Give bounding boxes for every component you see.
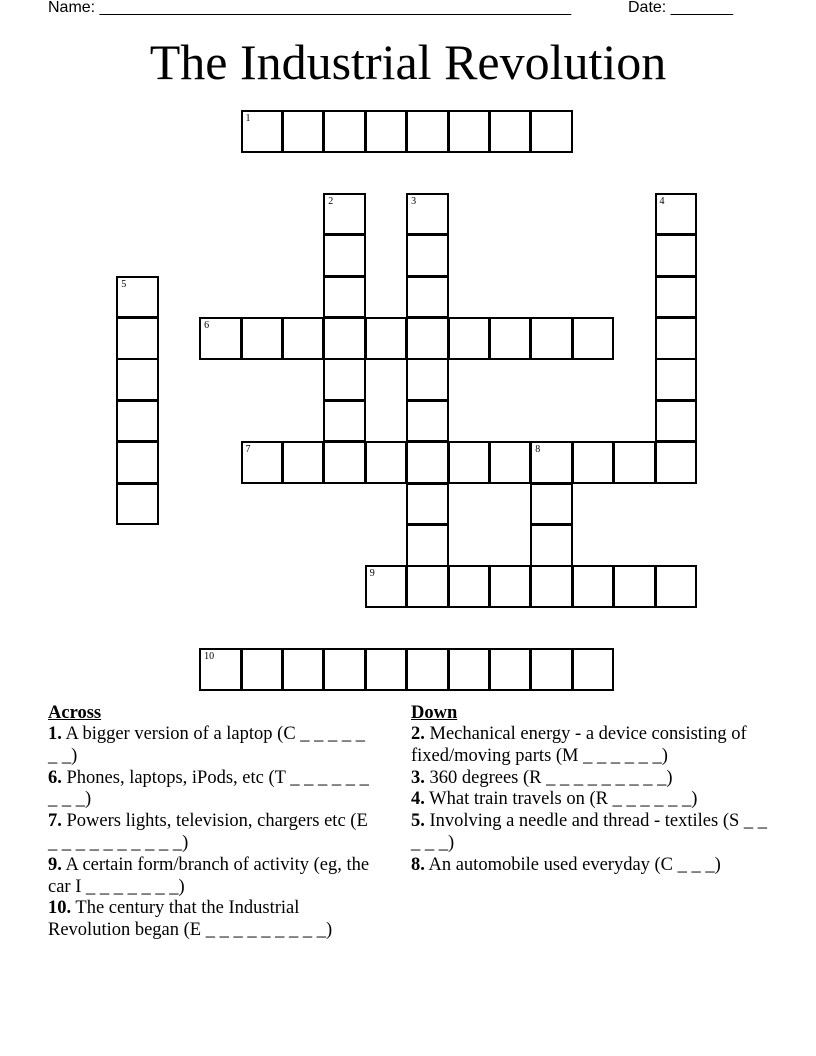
grid-cell[interactable] [530,483,573,526]
clue-number: 1 [245,113,251,124]
grid-cell[interactable] [406,234,449,277]
grid-cell[interactable] [530,565,573,608]
clue-item-number: 8. [411,854,425,875]
grid-cell[interactable] [282,441,325,484]
grid-cell[interactable] [406,317,449,360]
grid-cell[interactable] [448,317,491,360]
clue-item [411,855,771,877]
grid-cell[interactable] [116,317,159,360]
clue-item [48,724,378,768]
clue-item-text: Mechanical energy - a device consisting of fixed/moving parts (M _ _ _ _ _ _) [411,724,747,766]
grid-cell[interactable] [199,317,242,360]
grid-cell[interactable] [406,358,449,401]
name-field-label[interactable]: Name: _____________________________________________________ [48,0,572,16]
clue-number: 4 [659,195,665,207]
grid-cell[interactable] [323,358,366,401]
grid-cell[interactable] [323,317,366,360]
clue-number: 9 [369,568,375,580]
grid-cell[interactable] [448,565,491,608]
grid-cell[interactable] [406,193,449,236]
clue-number: 2 [328,195,334,207]
clue-number: 3 [411,195,417,207]
grid-cell[interactable] [530,317,573,360]
grid-cell[interactable] [406,524,449,567]
grid-cell[interactable] [406,276,449,319]
clue-number: 6 [204,320,210,331]
grid-cell[interactable] [365,317,408,360]
grid-cell[interactable] [282,648,325,691]
clue-item-number: 9. [48,854,62,875]
grid-cell[interactable] [448,441,491,484]
grid-cell[interactable] [199,648,242,691]
grid-cell[interactable] [530,648,573,691]
clue-number: 7 [245,444,251,456]
grid-cell[interactable] [655,400,698,443]
grid-cell[interactable] [365,648,408,691]
clue-item-number: 6. [48,767,62,788]
grid-cell[interactable] [241,648,284,691]
clue-number: 5 [121,278,127,290]
grid-cell[interactable] [655,565,698,608]
grid-cell[interactable] [116,276,159,319]
clue-item-text: Phones, laptops, iPods, etc (T _ _ _ _ _ _ _ _ _) [48,767,369,810]
grid-cell[interactable] [323,110,366,153]
clue-item [411,724,771,768]
clue-item [48,855,378,899]
grid-cell[interactable] [572,441,615,484]
grid-cell[interactable] [241,317,284,360]
grid-cell[interactable] [365,110,408,153]
grid-cell[interactable] [365,441,408,484]
clue-item [48,898,378,942]
clue-item-text: The century that the Industrial Revolution began (E _ _ _ _ _ _ _ _ _) [48,898,333,941]
grid-cell[interactable] [406,110,449,153]
down-clues [411,702,771,877]
clue-item-text: A certain form/branch of activity (eg, the car I _ _ _ _ _ _ _) [48,854,370,897]
clue-item [411,811,771,855]
grid-cell[interactable] [241,110,284,153]
across-clues [48,702,378,942]
grid-cell[interactable] [406,648,449,691]
grid-cell[interactable] [282,110,325,153]
grid-cell[interactable] [323,400,366,443]
grid-cell[interactable] [655,276,698,319]
grid-cell[interactable] [282,317,325,360]
grid-cell[interactable] [116,483,159,526]
grid-cell[interactable] [406,400,449,443]
grid-cell[interactable] [655,193,698,236]
clue-item-text: 360 degrees (R _ _ _ _ _ _ _ _ _) [424,767,673,788]
grid-cell[interactable] [489,648,532,691]
clue-item [48,768,378,812]
date-field-label[interactable]: Date: _______ [628,0,733,16]
clue-item [411,768,771,790]
grid-cell[interactable] [530,441,573,484]
grid-cell[interactable] [489,565,532,608]
grid-cell[interactable] [572,565,615,608]
grid-cell[interactable] [572,648,615,691]
grid-cell[interactable] [613,565,656,608]
grid-cell[interactable] [613,441,656,484]
grid-cell[interactable] [116,400,159,443]
grid-cell[interactable] [448,110,491,153]
grid-cell[interactable] [116,358,159,401]
grid-cell[interactable] [241,441,284,484]
clue-item [48,811,378,855]
grid-cell[interactable] [655,358,698,401]
grid-cell[interactable] [323,193,366,236]
clue-item-number: 5. [411,811,425,832]
grid-cell[interactable] [530,524,573,567]
grid-cell[interactable] [323,648,366,691]
clue-item [411,789,771,811]
grid-cell[interactable] [530,110,573,153]
clue-number: 8 [535,444,541,456]
grid-cell[interactable] [116,441,159,484]
grid-cell[interactable] [655,234,698,277]
grid-cell[interactable] [489,441,532,484]
grid-cell[interactable] [406,483,449,526]
grid-cell[interactable] [365,565,408,608]
clue-item-number: 3. [411,767,425,788]
grid-cell[interactable] [448,648,491,691]
down-heading: Down [411,703,458,723]
grid-cell[interactable] [323,234,366,277]
grid-cell[interactable] [406,565,449,608]
clue-item-text: A bigger version of a laptop (C _ _ _ _ _ _ _) [48,724,366,766]
clue-item-number: 1. [48,724,62,744]
grid-cell[interactable] [489,317,532,360]
grid-cell[interactable] [572,317,615,360]
clue-item-text: What train travels on (R _ _ _ _ _ _) [424,789,698,810]
clue-item-text: Powers lights, television, chargers etc (E _ _ _ _ _ _ _ _ _ _) [48,811,368,853]
grid-cell[interactable] [323,441,366,484]
clue-item-text: Involving a needle and thread - textiles (S _ _ _ _ _) [411,811,768,853]
grid-cell[interactable] [489,110,532,153]
clue-item-number: 7. [48,811,62,832]
grid-cell[interactable] [406,441,449,484]
clue-item-number: 2. [411,724,425,744]
across-heading: Across [48,703,102,723]
grid-cell[interactable] [655,441,698,484]
grid-cell[interactable] [323,276,366,319]
clue-item-text: An automobile used everyday (C _ _ _) [424,854,721,875]
clue-item-number: 10. [48,898,72,919]
page-title: The Industrial Revolution [149,34,667,90]
grid-cell[interactable] [655,317,698,360]
clue-number: 10 [204,651,215,663]
clue-item-number: 4. [411,789,425,810]
